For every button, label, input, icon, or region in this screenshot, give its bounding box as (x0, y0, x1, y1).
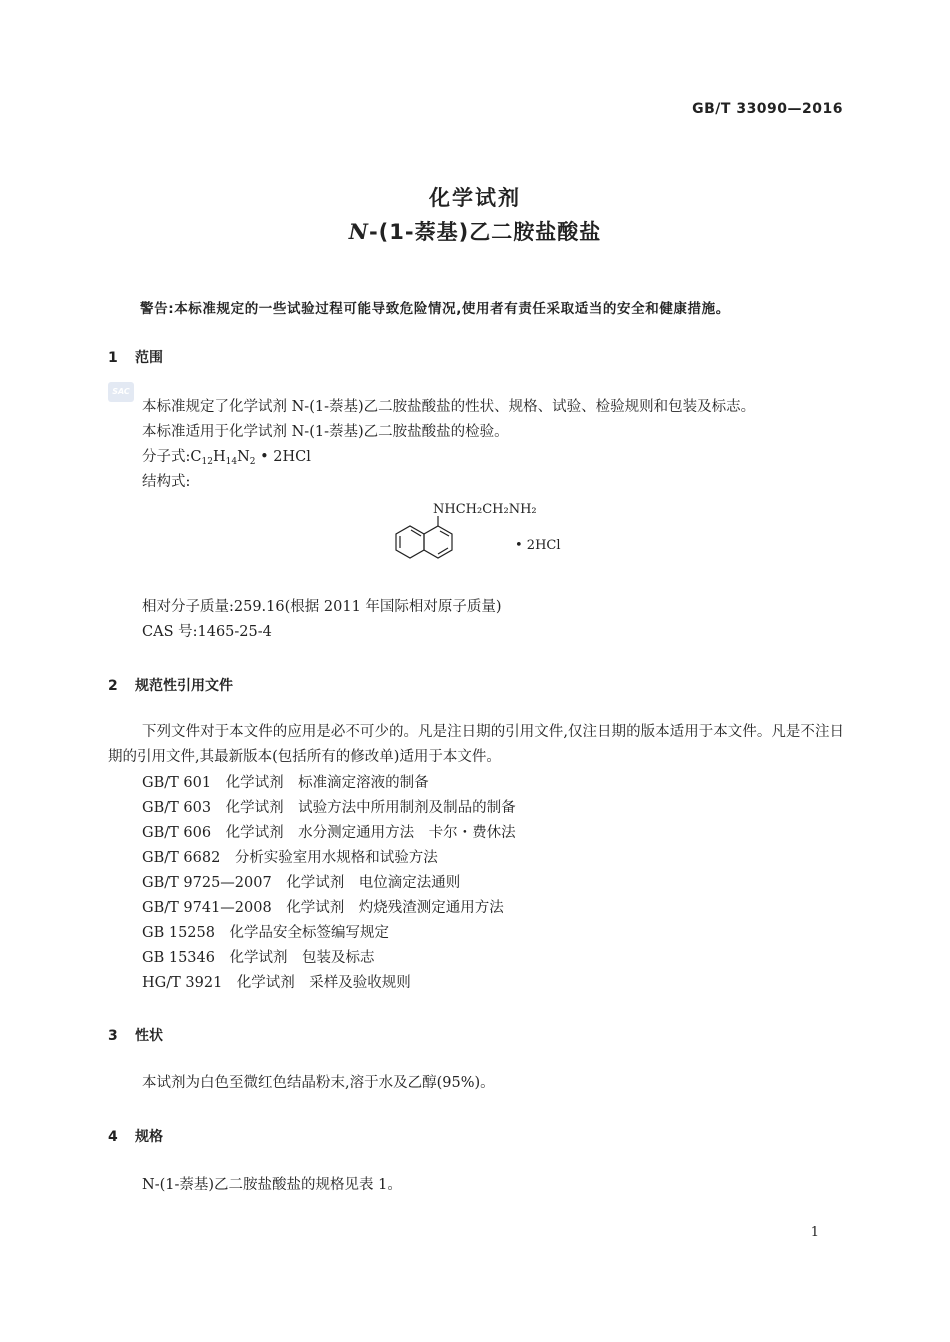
reference-item (142, 973, 411, 993)
section-2-number: 2 (108, 678, 118, 694)
formula-h: H (212, 449, 226, 465)
reference-title: 分析实验室用水规格和试验方法 (234, 850, 438, 866)
formula-h-count: 14 (225, 457, 238, 467)
reference-title: 化学品安全标签编写规定 (229, 925, 389, 941)
title-italic-n: N (348, 219, 369, 244)
reference-code: GB 15258 (142, 925, 215, 941)
normative-references-intro: 下列文件对于本文件的应用是必不可少的。凡是注日期的引用文件,仅注日期的版本适用于本文件。凡是不注日期的引用文件,其最新版本(包括所有的修改单)适用于本文件。 (108, 724, 844, 765)
formula-c: C (190, 449, 202, 465)
reference-item (142, 948, 374, 968)
reference-code: GB/T 603 (142, 800, 212, 816)
reference-title: 化学试剂 电位滴定法通则 (286, 875, 461, 891)
formula-salt: • 2HCl (260, 449, 311, 465)
section-2-heading (108, 675, 233, 695)
section-4-title: 规格 (135, 1129, 163, 1145)
title-line-2 (0, 216, 950, 246)
scope-paragraph-2: 本标准适用于化学试剂 N-(1-萘基)乙二胺盐酸盐的检验。 (142, 424, 509, 440)
reference-code: GB 15346 (142, 950, 215, 966)
reference-item (142, 873, 460, 893)
section-2-title: 规范性引用文件 (135, 678, 233, 694)
section-1-heading (108, 347, 163, 367)
reference-title: 化学试剂 灼烧残渣测定通用方法 (286, 900, 504, 916)
sac-logo-watermark: SAC (108, 382, 134, 402)
specification-text: N-(1-萘基)乙二胺盐酸盐的规格见表 1。 (142, 1177, 402, 1193)
structure-salt-label: • 2HCl (515, 538, 561, 553)
section-4-number: 4 (108, 1129, 118, 1145)
section-3-number: 3 (108, 1028, 118, 1044)
structural-formula (380, 498, 580, 580)
formula-label: 分子式: (142, 449, 191, 465)
reference-title: 化学试剂 包装及标志 (229, 950, 375, 966)
reference-code: GB/T 606 (142, 825, 212, 841)
section-1-number: 1 (108, 350, 118, 366)
cas-number: CAS 号:1465-25-4 (142, 624, 272, 640)
molecular-formula (142, 447, 311, 472)
reference-item (142, 923, 389, 943)
reference-code: GB/T 601 (142, 775, 212, 791)
reference-code: GB/T 6682 (142, 850, 221, 866)
reference-title: 化学试剂 水分测定通用方法 卡尔・费休法 (225, 825, 516, 841)
reference-code: GB/T 9741—2008 (142, 900, 272, 916)
reference-item (142, 823, 516, 843)
section-4-heading (108, 1126, 163, 1146)
standard-number: GB/T 33090—2016 (692, 101, 843, 117)
reference-title: 化学试剂 采样及验收规则 (236, 975, 411, 991)
reference-title: 化学试剂 标准滴定溶液的制备 (225, 775, 429, 791)
molecular-mass: 相对分子质量:259.16(根据 2011 年国际相对原子质量) (142, 599, 502, 615)
reference-item (142, 798, 516, 818)
structure-substituent-label: NHCH₂CH₂NH₂ (433, 502, 537, 517)
section-3-title: 性状 (135, 1028, 163, 1044)
reference-title: 化学试剂 试验方法中所用制剂及制品的制备 (225, 800, 516, 816)
section-1-title: 范围 (135, 350, 163, 366)
structure-label: 结构式: (142, 474, 191, 490)
title-line-2-rest: -(1-萘基)乙二胺盐酸盐 (368, 220, 602, 244)
reference-item (142, 773, 429, 793)
reference-code: GB/T 9725—2007 (142, 875, 272, 891)
properties-text: 本试剂为白色至微红色结晶粉末,溶于水及乙醇(95%)。 (142, 1075, 495, 1091)
scope-paragraph-1: 本标准规定了化学试剂 N-(1-萘基)乙二胺盐酸盐的性状、规格、试验、检验规则和包装及标志。 (142, 399, 756, 415)
page-number: 1 (810, 1225, 819, 1240)
safety-warning: 警告:本标准规定的一些试验过程可能导致危险情况,使用者有责任采取适当的安全和健康措施。 (140, 301, 730, 317)
section-3-heading (108, 1025, 163, 1045)
reference-item (142, 898, 504, 918)
naphthalene-ring-drawing (380, 498, 490, 580)
formula-n-count: 2 (249, 457, 256, 467)
formula-n: N (237, 449, 250, 465)
reference-item (142, 848, 438, 868)
formula-c-count: 12 (201, 457, 213, 467)
reference-code: HG/T 3921 (142, 975, 223, 991)
title-line-1: 化学试剂 (429, 186, 521, 210)
